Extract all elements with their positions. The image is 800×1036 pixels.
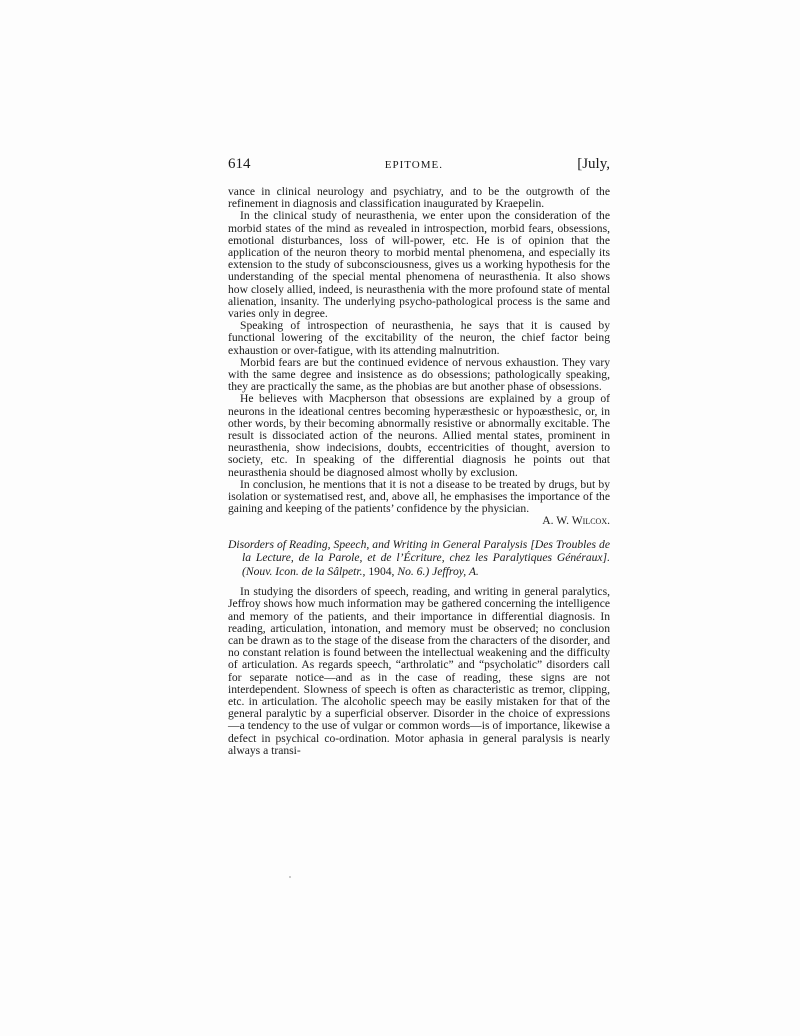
paragraph: vance in clinical neurology and psychiatry, and to be the outgrowth of the refinement in diagnosis and classification inaugurated by Kraepelin. [228,185,610,211]
paragraph: He believes with Macpherson that obsessions are explained by a group of neurons in the ideational centres becoming hyperæsthesic or hypoæsthesic, or, in other words, by their becoming abnormally resistive or abnormally excitable. The result is dissociated action of the neurons. Allied mental states, prominent in neurasthenia, show indecisions, doubts, eccentricities of thought, aversion to society, etc. In speaking of the differential diagnosis he points out that neurasthenia should be diagnosed almost wholly by exclusion. [228,392,610,479]
citation-author: Jeffroy, A. [432,564,479,578]
signature: A. W. Wilcox. [542,514,610,528]
paragraph: In conclusion, he mentions that it is not a disease to be treated by drugs, but by isolation or systematised rest, and, above all, he emphasises the importance of the gaining and keeping of the patients’ confidence by the physician. [228,477,610,516]
citation-journal: (Nouv. Icon. de la Sâlpetr., [242,564,366,578]
running-header [228,156,610,180]
article-body-b [228,586,610,757]
article-citation [228,538,610,579]
page-speck [289,876,291,878]
running-title: EPITOME. [384,159,443,171]
citation-year: 1904, [368,564,395,578]
article-body-a [228,186,610,528]
citation-number: No. 6.) [397,564,430,578]
text-column [228,156,610,757]
paragraph: Morbid fears are but the continued evidence of nervous exhaustion. They vary with the same degree and insistence as do obsessions; pathologically speaking, they are practically the same, as the phobias are but another phase of obsessions. [228,355,610,394]
citation-title: Disorders of Reading, Speech, and Writing in General Paralysis [Des Troubles de la Lecture, de la Parole, et de l’Écriture, chez les Paralytiques Généraux]. [228,537,610,565]
paragraph: In the clinical study of neurasthenia, we enter upon the consideration of the morbid states of the mind as revealed in introspection, morbid fears, obsessions, emotional disturbances, loss of will-power, etc. He is of opinion that the application of the neuron theory to morbid mental phenomena, and especially its extension to the study of subconsciousness, gives us a working hypothesis for the understanding of the special mental phenomena of neurasthenia. It also shows how closely allied, indeed, is neurasthenia with the more profound state of mental alienation, insanity. The underlying psycho-pathological process is the same and varies only in degree. [228,209,610,321]
signature-line [228,515,610,527]
paragraph: Speaking of introspection of neurasthenia, he says that it is caused by functional lowering of the excitability of the neuron, the chief factor being exhaustion or over-fatigue, with its attending malnutrition. [228,319,610,357]
issue-date: [July, [577,156,610,172]
paragraph: In studying the disorders of speech, reading, and writing in general paralytics, Jeffroy shows how much information may be gathered concerning the intelligence and memory of the patients, and their importance in differential diagnosis. In reading, articulation, intonation, and memory must be observed; no conclusion can be drawn as to the stage of the disease from the characters of the disorder, and no constant relation is found between the intellectual weakening and the difficulty of articulation. As regards speech, “arthrolatic” and “psycholatic” disorders call for separate notice—and as in the case of reading, these signs are not interdependent. Slowness of speech is often as characteristic as tremor, clipping, etc. in articulation. The alcoholic speech may be easily mistaken for that of the general paralytic by a superficial observer. Disorder in the choice of expressions—a tendency to the use of vulgar or common words—is of importance, likewise a defect in psychical co-ordination. Motor aphasia in general paralysis is nearly always a transi- [228,585,610,757]
page-number: 614 [228,156,251,172]
